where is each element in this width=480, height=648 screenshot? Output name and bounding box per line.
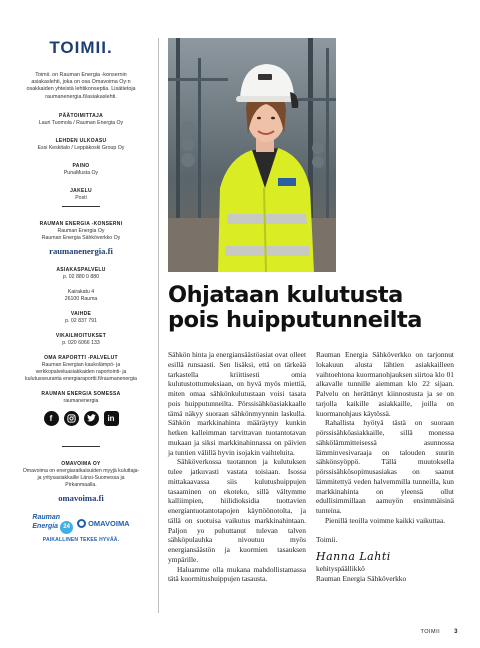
brand-line: Rauman — [32, 513, 61, 521]
vertical-divider — [158, 38, 159, 613]
block-text: Rauman Energia Oy — [57, 227, 105, 234]
instagram-icon[interactable] — [64, 411, 79, 426]
brand-name: OMAVOIMA — [88, 519, 130, 529]
block-text: Posti — [75, 194, 87, 201]
block-text: PunaMusta Oy — [63, 169, 99, 176]
paragraph: Rahallista hyötyä tästä on suoraan pörssisähköasiakkaille, sillä monessa sähkölämmitteisessä asunnossa lämminvesivaraaja on talouden suurin sähkönsyöppö. Tällä muutoksella pörssisähkösopimusasiakas on saanut lämmitettyä veden halvemmilla tunneilla, kun markkinahinta on yleensä ollut edullisimmillaan aamuyön ensimmäisinä tunteina. — [316, 418, 454, 515]
oma-raportti-block — [22, 355, 140, 383]
customer-service-block — [22, 267, 140, 281]
omavoima-link[interactable]: omavoima.fi — [58, 492, 104, 503]
block-heading: VIKAILMOITUKSET — [55, 332, 107, 339]
rauman-energia-logo — [32, 514, 73, 534]
block-text: Kairakatu 4 — [67, 288, 95, 295]
editor-block — [22, 113, 140, 127]
headline-line: Ohjataan kulutusta — [168, 282, 403, 308]
spacer — [316, 526, 454, 535]
omavoima-logo — [77, 519, 130, 528]
article-column-2 — [316, 350, 454, 584]
omavoima-block — [22, 461, 140, 489]
magazine-logo: TOIMII. — [49, 38, 113, 57]
signer-title: kehityspäällikkö — [316, 564, 365, 573]
social-block — [22, 391, 140, 405]
brand-line: Energia — [32, 522, 59, 530]
block-text: raumanenergia — [63, 397, 99, 404]
portrait-photo — [168, 38, 336, 272]
konserni-block — [22, 221, 140, 242]
paragraph: Rauman Energia Sähköverkko on tarjonnut lokakuun alusta lähtien asiakkailleen vaihtoehtona kuormanohjauksen siirtoa klo 01 alkavalle tunnille aiemman klo 22 sijaan. Palvelu on herättänyt kiinnostusta ja se on tarjolla kaikille asiakkaille, joilla on kuormanohjaus käytössä. — [316, 350, 454, 418]
page-number: 3 — [454, 629, 458, 635]
block-heading: VAIHDE — [70, 310, 92, 317]
slogan: PAIKALLINEN TEKEE HYVÄÄ. — [42, 536, 120, 543]
paragraph: Pienillä teoilla voimme kaikki vaikuttaa. — [325, 515, 446, 525]
block-text: Rauman Energian kaukolämpö- ja verkkopalveluasiakkaiden raportointi- ja kulutusseuranta energiaraportti.fi/raumanenergia — [25, 361, 137, 382]
block-heading: OMA RAPORTTI -PALVELUT — [44, 354, 118, 361]
block-heading: PAINO — [72, 162, 90, 169]
intro-text: Toimii. on Rauman Energia -konsernin asiakaslehti, joka on osa Omavoima Oy:n osakkaiden yhteistä lehtikonseptia. Lisätietoja raumanenergia.fi/asiakaslehti. — [26, 72, 136, 100]
omavoima-ring-icon — [77, 519, 86, 528]
block-text: p. 02 880 0 880 — [62, 273, 100, 280]
block-text: Omavoima on energiaratkaisuiden myyjä kuluttaja- ja yritysasiakkaille Länsi-Suomessa ja Pirkanmaalla. — [22, 467, 140, 488]
block-text: p. 02 837 791 — [65, 317, 97, 324]
layout-block — [22, 138, 140, 152]
brand-number: 24 — [60, 521, 73, 534]
raumanenergia-link[interactable]: raumanenergia.fi — [49, 245, 113, 256]
headline-line: pois huipputunneilta — [168, 307, 422, 333]
sidebar — [22, 38, 140, 543]
article-column-1 — [168, 350, 306, 584]
block-text: Lauri Tuomola / Rauman Energia Oy — [38, 119, 124, 126]
block-text: Rauman Energia Sähköverkko Oy — [41, 234, 121, 241]
print-block — [22, 163, 140, 177]
divider — [62, 206, 100, 207]
block-heading: RAUMAN ENERGIA SOMESSA — [41, 390, 121, 397]
signer-organization: Rauman Energia Sähköverkko — [316, 573, 407, 583]
address-block — [22, 289, 140, 303]
paragraph: Sähköverkossa tuotannon ja kulutuksen tulee jatkuvasti vastata toisiaan. Isossa mittakaavassa siis kulutushuippujen tasaaminen on ekoteko, sillä vältymme kalliimpien, hiilidioksidia tuottavien energiantuotantotapojen käyttöönotolta, ja tällä on suotuisa vaikutus markkinahintaan. Paljon yo puhuttanut tulevan talven sähköpulauhka nivoutuu myös energiansäästön ja kuormien tasauksen ympärille. — [168, 457, 306, 564]
paragraph: Sähkön hinta ja energiansäästöasiat ovat olleet esillä runsaasti. Sen lisäksi, että on tärkeää tarkastella kriittisesti omia kulutustottumuksiaan, on hyvä myös miettiä, miten omaa sähkönkulutustaan voisi tasata pois huipputunneilta. Pörssisähköasiakkaalle tämä näkyy suoraan sähkönmyynnin laskulla. Sähkön markkinahinta määräytyy kunkin hetken kalleimman tarvittavan tuotantotavan mukaan ja siksi markkinahinnassa on päivien ja tuntien välillä hyvin isojakin vaihteluita. — [168, 350, 306, 457]
switchboard-block — [22, 311, 140, 325]
block-text: Essi Keskitalo / Leppäkoski Group Oy — [37, 144, 125, 151]
twitter-icon[interactable] — [84, 411, 99, 426]
delivery-block — [22, 188, 140, 202]
block-text: 26100 Rauma — [64, 295, 98, 302]
paragraph: Haluamme olla mukana mahdollistamassa tätä kuormitushuippujen tasausta. — [168, 564, 306, 584]
fault-report-block — [22, 333, 140, 347]
block-heading: RAUMAN ENERGIA -KONSERNI — [39, 220, 123, 227]
facebook-icon[interactable]: f — [44, 411, 59, 426]
divider — [62, 446, 100, 447]
linkedin-icon[interactable]: in — [104, 411, 119, 426]
footer-label: TOIMII — [420, 629, 441, 635]
block-heading: LEHDEN ULKOASU — [55, 137, 107, 144]
closing-greeting: Toimii. — [316, 534, 338, 544]
block-heading: ASIAKASPALVELU — [56, 266, 106, 273]
brand-logos — [22, 514, 140, 534]
handwritten-signature: Hanna Lahti — [316, 550, 391, 564]
block-heading: OMAVOIMA OY — [61, 460, 101, 467]
block-heading: JAKELU — [70, 187, 92, 194]
social-icons — [22, 411, 140, 426]
article-headline — [168, 283, 458, 333]
page-footer — [420, 629, 458, 635]
block-text: p. 020 6066 133 — [62, 339, 100, 346]
block-heading: PÄÄTOIMITTAJA — [59, 112, 103, 119]
